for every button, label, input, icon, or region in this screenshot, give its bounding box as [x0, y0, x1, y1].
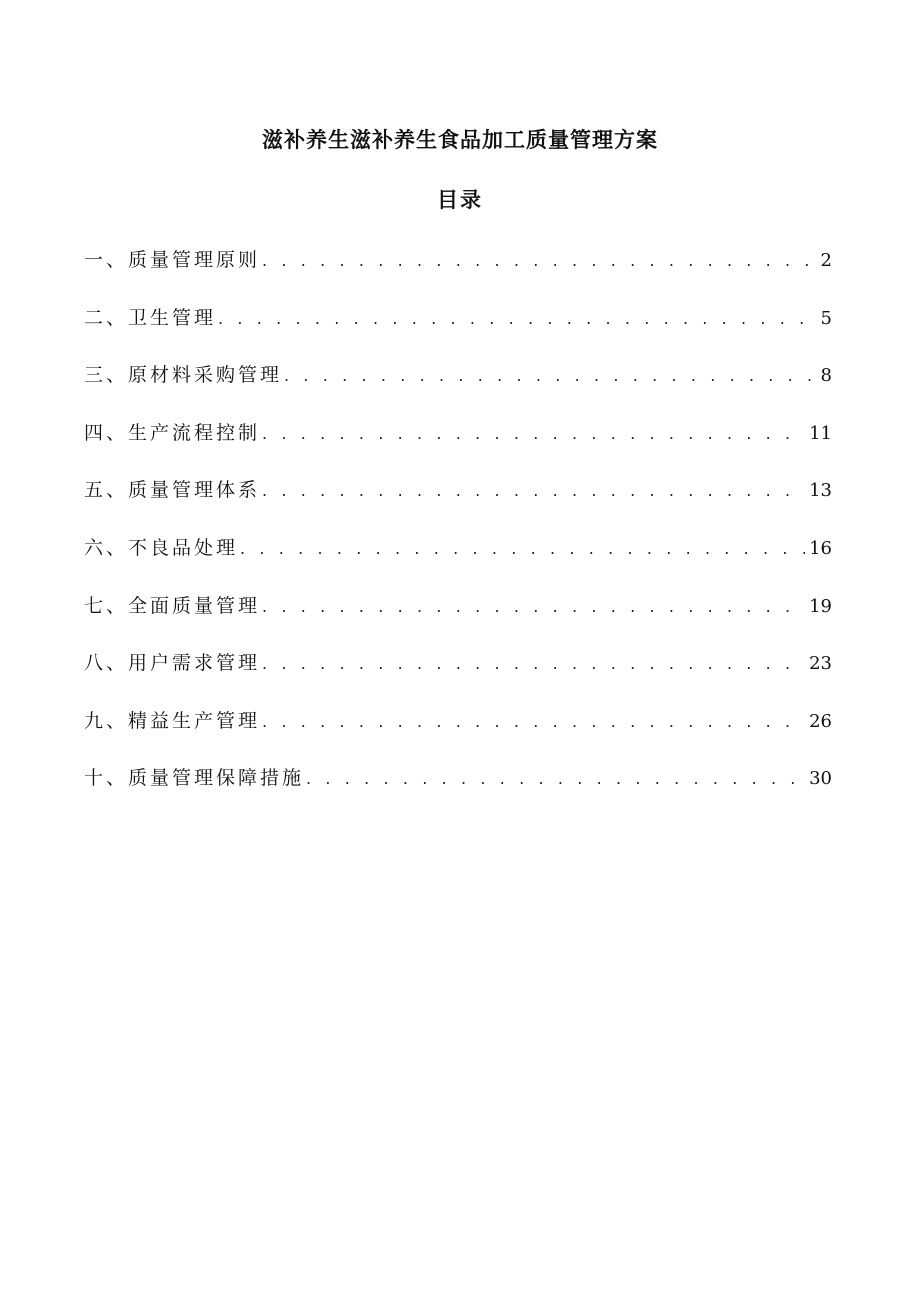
toc-dot-leader: [262, 705, 805, 739]
toc-entry-label: 七、全面质量管理: [84, 594, 261, 617]
toc-heading: 目录: [437, 188, 483, 212]
toc-entry[interactable]: [84, 704, 832, 762]
toc-entry[interactable]: [84, 646, 832, 704]
toc-entry-page: 11: [809, 422, 832, 444]
toc-entry-label: 五、质量管理体系: [84, 479, 261, 502]
toc-dot-leader: [306, 762, 805, 796]
toc-dot-leader: [262, 474, 805, 508]
toc-entry-page: 2: [820, 250, 832, 271]
toc-entry[interactable]: [84, 358, 832, 416]
table-of-contents: [84, 243, 832, 819]
toc-entry-label: 一、质量管理原则: [84, 249, 261, 271]
toc-entry-page: 16: [809, 537, 832, 559]
toc-entry-label: 九、精益生产管理: [84, 709, 261, 732]
toc-entry[interactable]: [84, 589, 832, 647]
toc-entry[interactable]: [84, 416, 832, 474]
toc-entry-page: 30: [809, 768, 832, 790]
toc-entry-page: 13: [809, 480, 832, 502]
toc-entry-page: 8: [820, 365, 832, 387]
toc-entry-label: 四、生产流程控制: [84, 421, 261, 444]
toc-entry-label: 三、原材料采购管理: [84, 364, 283, 387]
toc-entry[interactable]: [84, 473, 832, 531]
toc-dot-leader: [262, 590, 805, 624]
toc-entry-label: 二、卫生管理: [84, 306, 217, 329]
toc-entry[interactable]: [84, 243, 832, 301]
toc-entry-page: 5: [820, 307, 832, 329]
toc-entry-page: 23: [809, 653, 832, 675]
toc-dot-leader: [218, 302, 817, 336]
toc-entry[interactable]: [84, 301, 832, 359]
toc-entry-label: 十、质量管理保障措施: [84, 767, 305, 790]
toc-dot-leader: [262, 417, 805, 451]
toc-entry-label: 六、不良品处理: [84, 536, 239, 559]
toc-entry-label: 八、用户需求管理: [84, 652, 261, 675]
toc-dot-leader: [284, 359, 817, 393]
toc-dot-leader: [262, 244, 817, 278]
toc-entry-page: 26: [809, 710, 832, 732]
toc-dot-leader: [240, 532, 805, 566]
document-title: 滋补养生滋补养生食品加工质量管理方案: [262, 128, 658, 152]
toc-entry[interactable]: [84, 761, 832, 819]
toc-dot-leader: [262, 647, 805, 681]
toc-entry-page: 19: [809, 595, 832, 617]
toc-entry[interactable]: [84, 531, 832, 589]
